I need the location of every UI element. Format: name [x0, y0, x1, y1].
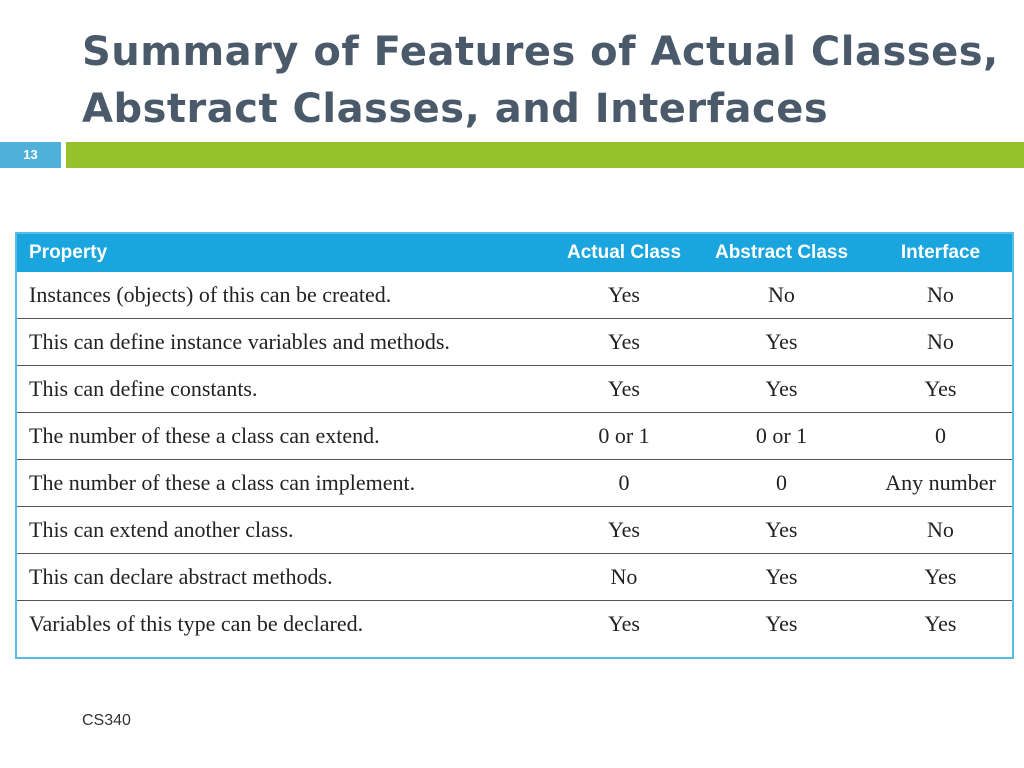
cell-property: This can define constants. — [17, 366, 554, 413]
cell-property: This can extend another class. — [17, 507, 554, 554]
cell-abstract-class: Yes — [694, 507, 869, 554]
accent-bar — [66, 142, 1024, 168]
table-row — [17, 601, 1012, 648]
cell-actual-class: 0 — [554, 460, 694, 507]
cell-actual-class: No — [554, 554, 694, 601]
cell-interface: No — [869, 319, 1012, 366]
cell-interface: 0 — [869, 413, 1012, 460]
cell-actual-class: Yes — [607, 282, 640, 307]
slide-title — [82, 24, 1002, 138]
cell-abstract-class: 0 — [694, 460, 869, 507]
cell-property: The number of these a class can implement. — [17, 460, 554, 507]
cell-actual-class: Yes — [554, 507, 694, 554]
cell-abstract-class: Yes — [694, 601, 869, 648]
cell-actual-class: Yes — [554, 319, 694, 366]
cell-interface: Yes — [869, 366, 1012, 413]
cell-abstract-class: Yes — [694, 366, 869, 413]
cell-actual-class: Yes — [554, 601, 694, 648]
table-row — [17, 366, 1012, 413]
table-row — [17, 413, 1012, 460]
feature-comparison-table — [17, 234, 1012, 647]
cell-property: Variables of this type can be declared. — [17, 601, 554, 648]
cell-interface: Yes — [869, 554, 1012, 601]
cell-property: This can declare abstract methods. — [17, 554, 554, 601]
slide-number: 13 — [0, 142, 61, 168]
table-row — [17, 554, 1012, 601]
cell-actual-class: Yes — [554, 366, 694, 413]
table-header-row — [17, 234, 1012, 272]
cell-property: This can define instance variables and methods. — [17, 319, 554, 366]
cell-property: The number of these a class can extend. — [17, 413, 554, 460]
column-header-interface: Interface — [900, 242, 981, 263]
cell-abstract-class: 0 or 1 — [694, 413, 869, 460]
cell-property: Instances (objects) of this can be created. — [29, 282, 392, 307]
column-header-actual-class: Actual Class — [566, 242, 682, 263]
table-row — [17, 272, 1012, 319]
cell-interface: Any number — [869, 460, 1012, 507]
cell-abstract-class: Yes — [694, 554, 869, 601]
slide-title-line-2: Abstract Classes, and Interfaces — [82, 86, 829, 132]
table-row — [17, 460, 1012, 507]
table-row — [17, 319, 1012, 366]
cell-abstract-class: Yes — [694, 319, 869, 366]
cell-interface: No — [927, 282, 954, 307]
feature-table-frame — [15, 232, 1014, 659]
cell-actual-class: 0 or 1 — [554, 413, 694, 460]
footer-course-label: CS340 — [82, 712, 131, 729]
column-header-property: Property — [29, 242, 108, 263]
cell-interface: Yes — [869, 601, 1012, 648]
cell-interface: No — [869, 507, 1012, 554]
table-row — [17, 507, 1012, 554]
slide-title-line-1: Summary of Features of Actual Classes, — [82, 29, 999, 75]
cell-abstract-class: No — [768, 282, 795, 307]
column-header-abstract-class: Abstract Class — [714, 242, 849, 263]
